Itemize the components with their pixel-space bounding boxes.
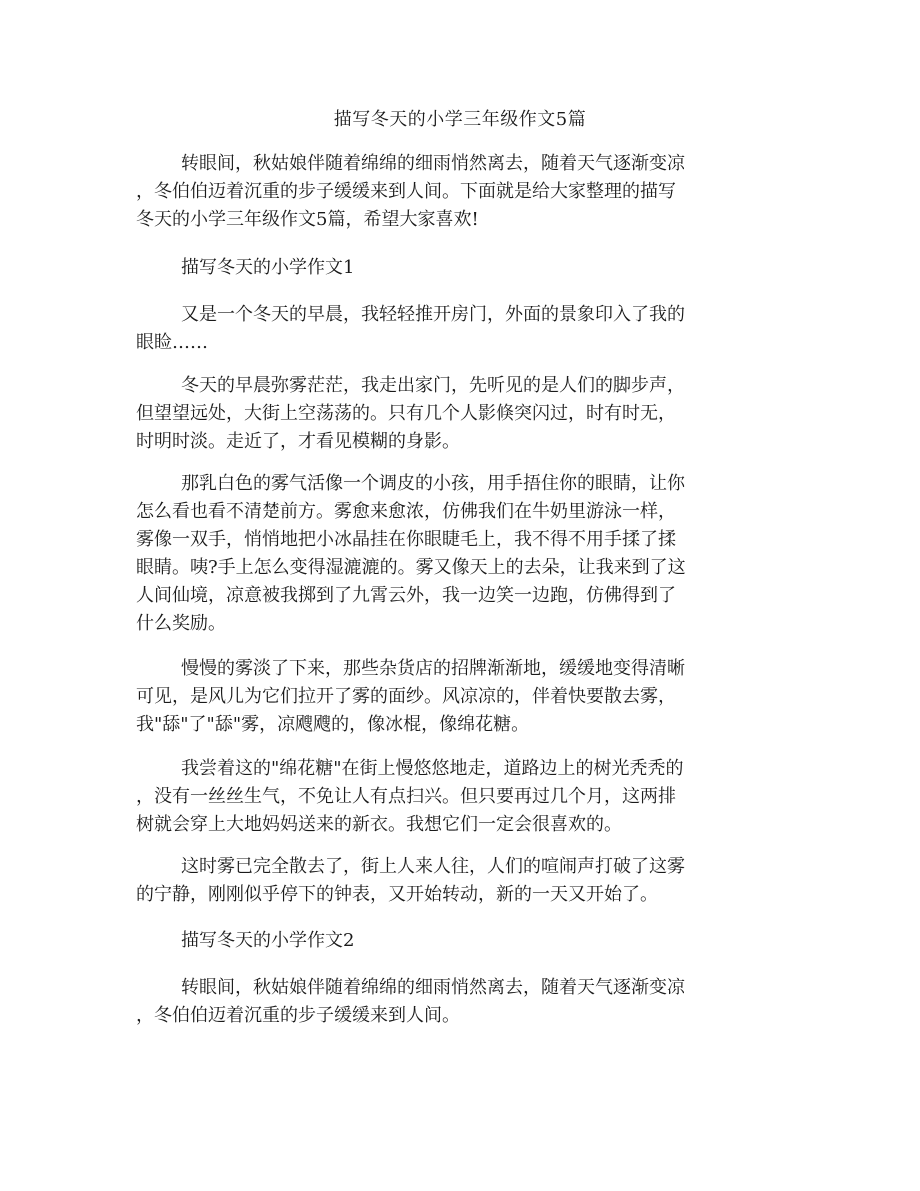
paragraph-line: 怎么看也看不清楚前方。雾愈来愈浓，仿佛我们在牛奶里游泳一样， [136,501,676,522]
paragraph-line: ，冬伯伯迈着沉重的步子缓缓来到人间。下面就是给大家整理的描写 [136,181,676,202]
paragraph-line: 那乳白色的雾气活像一个调皮的小孩，用手捂住你的眼睛，让你 [181,473,685,494]
paragraph-line: 转眼间，秋姑娘伴随着绵绵的细雨悄然离去，随着天气逐渐变凉 [181,153,685,174]
paragraph-line: 时明时淡。走近了，才看见模糊的身影。 [136,431,460,452]
paragraph-line: 冬天的小学三年级作文5篇，希望大家喜欢! [136,209,479,230]
paragraph-line: 这时雾已完全散去了，街上人来人往，人们的喧闹声打破了这雾 [181,856,685,877]
paragraph-line: ，冬伯伯迈着沉重的步子缓缓来到人间。 [136,1005,460,1026]
heading-text: 描写冬天的小学作文2 [181,930,355,951]
intro-paragraph [136,150,784,234]
paragraph-line: 人间仙境，凉意被我掷到了九霄云外，我一边笑一边跑，仿佛得到了 [136,585,676,606]
paragraph-line: 我"舔"了"舔"雾，凉飕飕的，像冰棍，像绵花糖。 [136,714,530,735]
paragraph-line: 慢慢的雾淡了下来，那些杂货店的招牌渐渐地，缓缓地变得清晰 [181,658,685,679]
paragraph-line: 眼睑…… [136,332,208,353]
paragraph-2 [136,372,784,456]
paragraph-line: 的宁静，刚刚似乎停下的钟表，又开始转动，新的一天又开始了。 [136,884,658,905]
heading-text: 描写冬天的小学作文1 [181,257,355,278]
paragraph-5 [136,755,784,839]
section-heading-1 [136,254,784,282]
section-heading-2 [136,927,784,955]
paragraph-line: ，没有一丝丝生气，不免让人有点扫兴。但只要再过几个月，这两排 [136,786,676,807]
paragraph-line: 树就会穿上大地妈妈送来的新衣。我想它们一定会很喜欢的。 [136,814,622,835]
paragraph-line: 什么奖励。 [136,613,226,634]
paragraph-line: 冬天的早晨弥雾茫茫，我走出家门，先听见的是人们的脚步声， [181,375,685,396]
paragraph-line: 雾像一双手，悄悄地把小冰晶挂在你眼睫毛上，我不得不用手揉了揉 [136,529,676,550]
paragraph-line: 我尝着这的"绵花糖"在街上慢悠悠地走，道路边上的树光秃秃的 [181,758,684,779]
paragraph-4 [136,655,784,739]
paragraph-line: 可见，是风儿为它们拉开了雾的面纱。风凉凉的，伴着快要散去雾， [136,686,676,707]
paragraph-line: 但望望远处，大街上空荡荡的。只有几个人影倏突闪过，时有时无， [136,403,676,424]
paragraph-line: 眼睛。咦?手上怎么变得湿漉漉的。雾又像天上的去朵，让我来到了这 [136,557,686,578]
paragraph-1 [136,301,784,357]
paragraph-line: 转眼间，秋姑娘伴随着绵绵的细雨悄然离去，随着天气逐渐变凉 [181,977,685,998]
paragraph-7 [136,974,784,1030]
paragraph-line: 又是一个冬天的早晨，我轻轻推开房门，外面的景象印入了我的 [181,304,685,325]
document-title: 描写冬天的小学三年级作文5篇 [333,109,587,130]
paragraph-6 [136,853,784,909]
paragraph-3 [136,470,784,638]
